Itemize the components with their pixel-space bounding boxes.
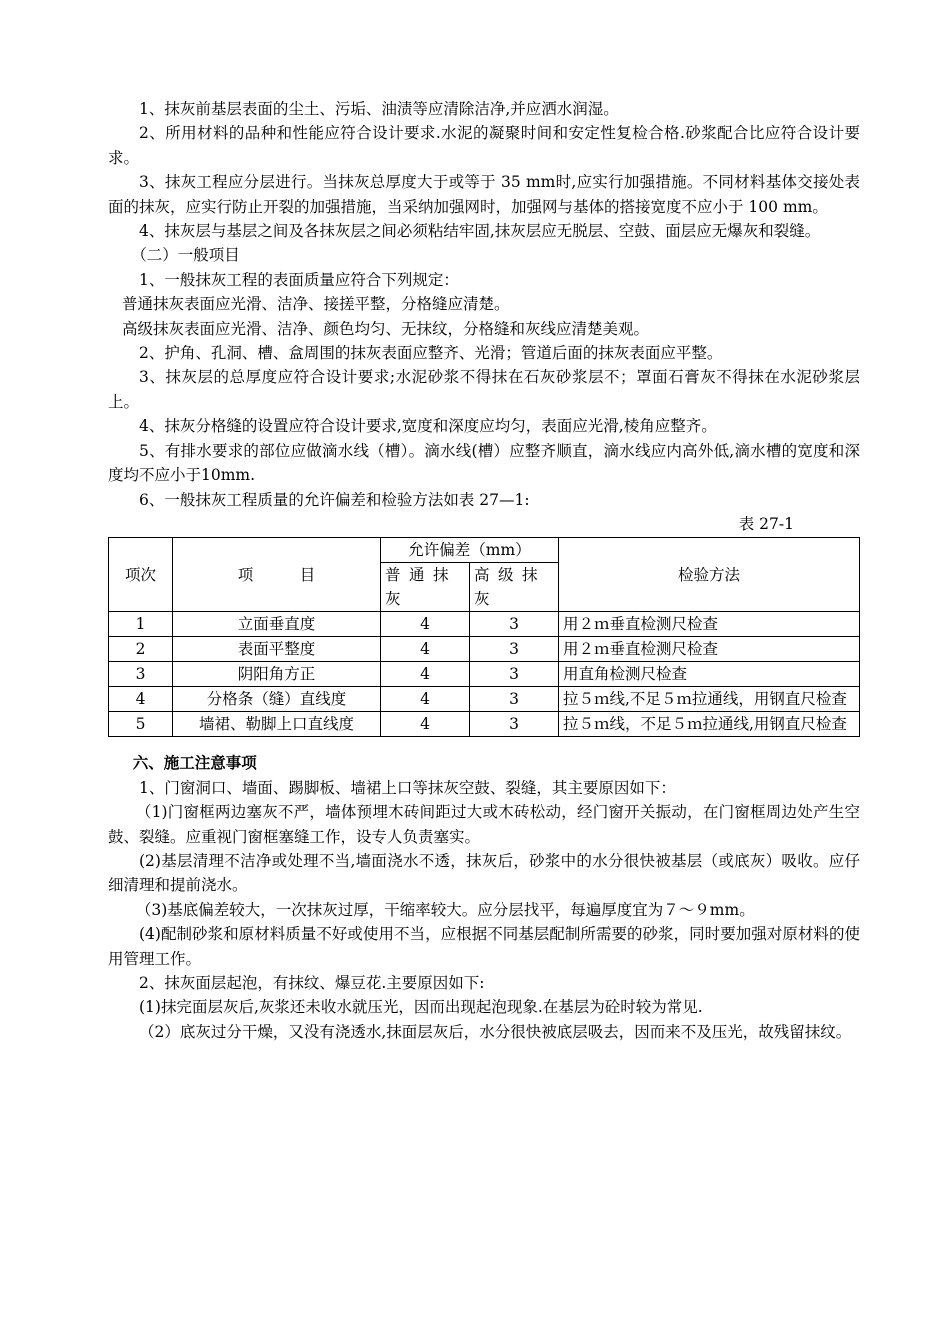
paragraph: 3、抹灰工程应分层进行。当抹灰总厚度大于或等于 35 mm时,应实行加强措施。不同材料基体交接处表面的抹灰，应实行防止开裂的加强措施，当采纳加强网时，加强网与基体的搭接宽度不应小于 100 mm。: [108, 173, 860, 216]
paragraph: 5、有排水要求的部位应做滴水线（槽）。滴水线(槽）应整齐顺直，滴水线应内高外低,滴水槽的宽度和深度均不应小于10mm.: [108, 441, 860, 485]
paragraph: (1)抹完面层灰后,灰浆还未收水就压光，因而出现起泡现象.在基层为砼时较为常见.: [139, 998, 703, 1017]
cell-advanced: 3: [470, 612, 559, 637]
paragraph: 4、抹灰分格缝的设置应符合设计要求,宽度和深度应均匀，表面应光滑,棱角应整齐。: [139, 417, 717, 436]
paragraph: (2)基层清理不洁净或处理不当,墙面浇水不透，抹灰后，砂浆中的水分很快被基层（或底灰）吸收。应仔细清理和提前浇水。: [108, 851, 860, 895]
paragraph: 1、门窗洞口、墙面、踢脚板、墙裙上口等抹灰空鼓、裂缝，其主要原因如下：: [139, 778, 676, 797]
paragraph: 4、抹灰层与基层之间及各抹灰层之间必须粘结牢固,抹灰层应无脱层、空鼓、面层应无爆灰和裂缝。: [139, 222, 821, 241]
cell-method: 用直角检测尺检查: [559, 662, 860, 687]
header-allowed-deviation: 允许偏差（mm）: [381, 538, 559, 563]
table-row: [109, 637, 860, 662]
cell-method: 用２ｍ垂直检测尺检查: [559, 612, 860, 637]
cell-normal: 4: [381, 612, 470, 637]
paragraph: 2、所用材料的品种和性能应符合设计要求.水泥的凝聚时间和安定性复检合格.砂浆配合比应符合设计要求。: [108, 124, 860, 167]
paragraph: (4)配制砂浆和原材料质量不好或使用不当，应根据不同基层配制所需要的砂浆，同时要加强对原材料的使用管理工作。: [108, 925, 860, 968]
paragraph: 2、护角、孔洞、槽、盒周围的抹灰表面应整齐、光滑；管道后面的抹灰表面应平整。: [139, 344, 723, 363]
cell-item: 分格条（缝）直线度: [173, 687, 381, 712]
paragraph: （2）底灰过分干燥，又没有浇透水,抹面层灰后，水分很快被底层吸去，因而来不及压光，故残留抹纹。: [139, 1022, 852, 1041]
table-row: [109, 712, 860, 737]
tolerance-table: [108, 537, 860, 737]
cell-advanced: 3: [470, 637, 559, 662]
header-method: 检验方法: [559, 538, 860, 612]
paragraph: 1、一般抹灰工程的表面质量应符合下列规定：: [139, 270, 459, 289]
table-label: 表 27-1: [738, 514, 794, 533]
cell-no: 1: [109, 612, 173, 637]
cell-normal: 4: [381, 687, 470, 712]
cell-advanced: 3: [470, 687, 559, 712]
cell-no: 3: [109, 662, 173, 687]
table-row: [109, 612, 860, 637]
paragraph: （1)门窗框两边塞灰不严，墙体预埋木砖间距过大或木砖松动，经门窗开关振动，在门窗框周边处产生空鼓、裂缝。应重视门窗框塞缝工作，设专人负责塞实。: [108, 803, 860, 846]
cell-item: 阴阳角方正: [173, 662, 381, 687]
paragraph: 6、一般抹灰工程质量的允许偏差和检验方法如表 27—1:: [139, 490, 530, 509]
document-page: [108, 97, 860, 1044]
table-header-row: [109, 538, 860, 563]
cell-item: 立面垂直度: [173, 612, 381, 637]
cell-normal: 4: [381, 662, 470, 687]
cell-method: 用２ｍ垂直检测尺检查: [559, 637, 860, 662]
cell-no: 5: [109, 712, 173, 737]
header-no: 项次: [109, 538, 173, 612]
table-row: [109, 687, 860, 712]
cell-item: 墙裙、勒脚上口直线度: [173, 712, 381, 737]
paragraph: 高级抹灰表面应光滑、洁净、颜色均匀、无抹纹，分格缝和灰线应清楚美观。: [121, 319, 649, 338]
cell-no: 2: [109, 637, 173, 662]
paragraph: 2、抹灰面层起泡，有抹纹、爆豆花.主要原因如下:: [139, 973, 485, 992]
cell-item: 表面平整度: [173, 637, 381, 662]
header-item: 项 目: [173, 538, 381, 612]
cell-normal: 4: [381, 712, 470, 737]
subsection-title: （二）一般项目: [131, 246, 240, 265]
paragraph: 1、抹灰前基层表面的尘土、污垢、油渍等应清除洁净,并应洒水润湿。: [139, 100, 619, 118]
cell-advanced: 3: [470, 712, 559, 737]
paragraph: 3、抹灰层的总厚度应符合设计要求;水泥砂浆不得抹在石灰砂浆层不；罩面石膏灰不得抹在水泥砂浆层上。: [108, 368, 860, 411]
cell-no: 4: [109, 687, 173, 712]
paragraph: 普通抹灰表面应光滑、洁净、接搓平整，分格缝应清楚。: [121, 295, 510, 314]
header-normal: 普通抹灰: [381, 563, 470, 612]
cell-method: 拉５ｍ线,不足５ｍ拉通线，用钢直尺检查: [559, 687, 860, 712]
cell-normal: 4: [381, 637, 470, 662]
table-row: [109, 662, 860, 687]
paragraph: （3)基底偏差较大，一次抹灰过厚，干缩率较大。应分层找平，每遍厚度宜为７～９mm。: [135, 900, 755, 919]
cell-advanced: 3: [470, 662, 559, 687]
cell-method: 拉５ｍ线，不足５ｍ拉通线,用钢直尺检查: [559, 712, 860, 737]
header-advanced: 高级抹灰: [470, 563, 559, 612]
section-heading: 六、施工注意事项: [132, 753, 257, 773]
